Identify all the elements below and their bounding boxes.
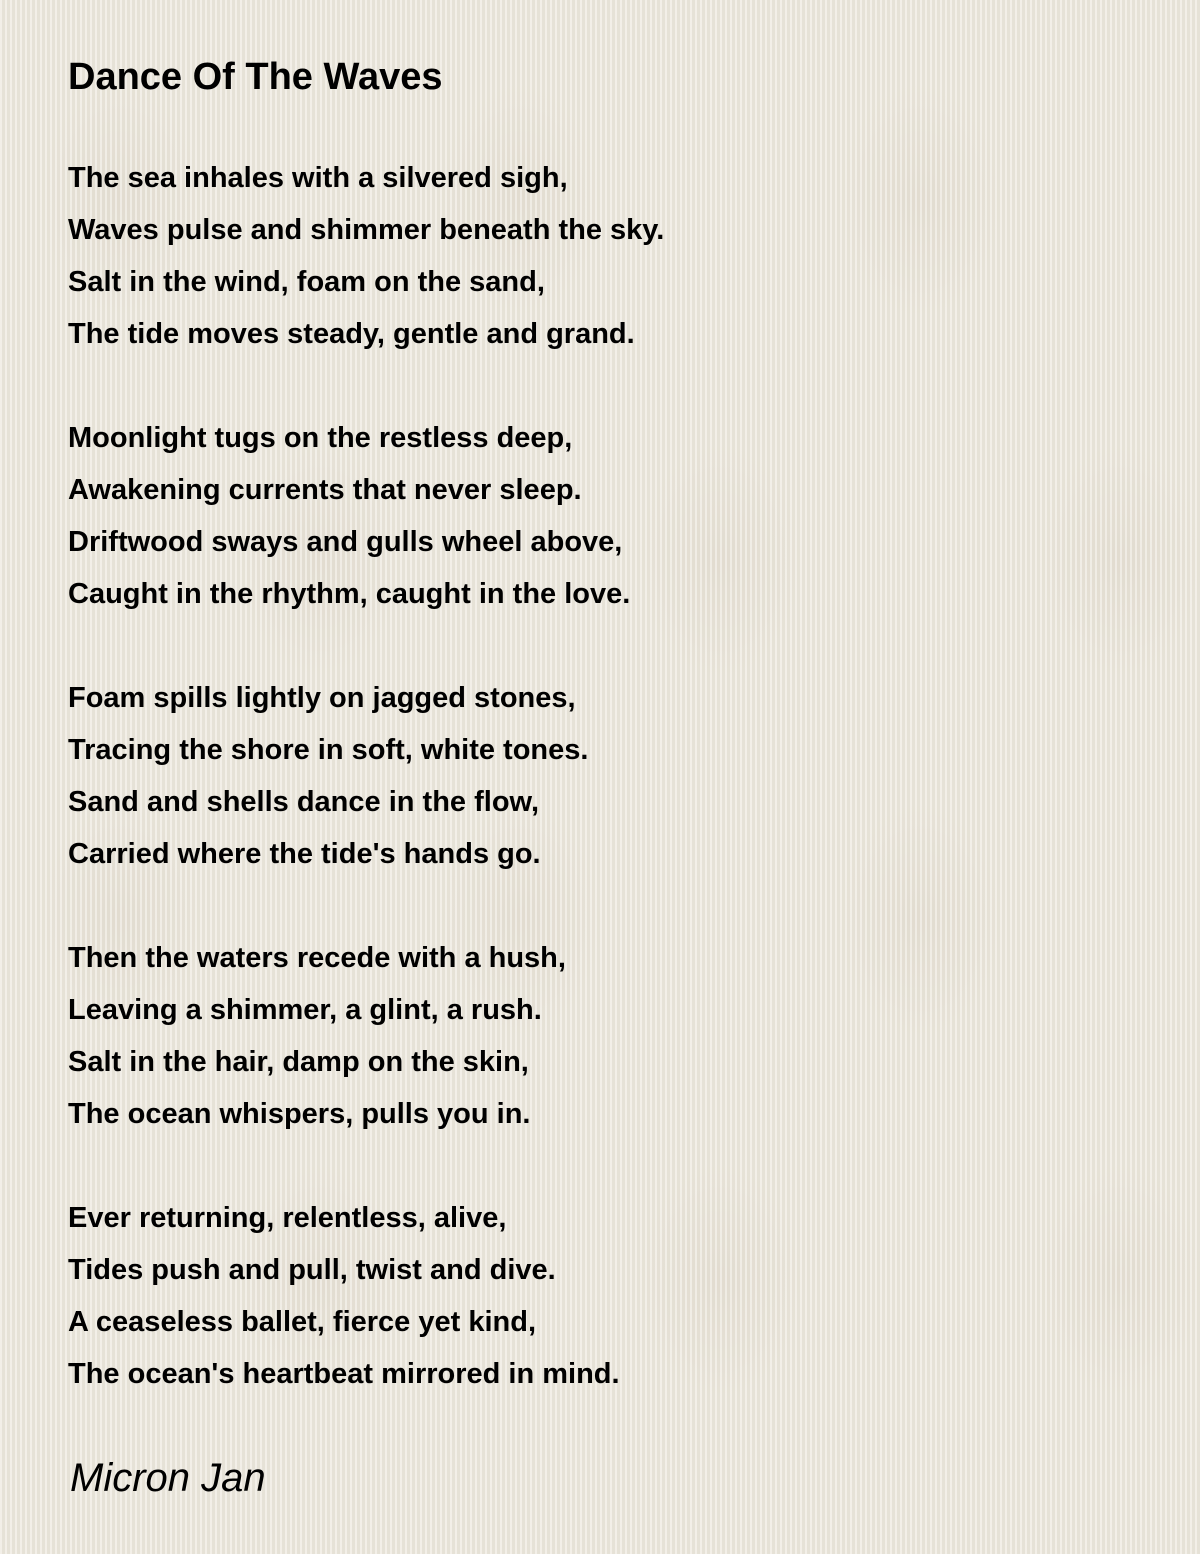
poem-line: Sand and shells dance in the flow, xyxy=(68,786,540,818)
stanza xyxy=(68,412,1148,620)
author-signature: Micron Jan xyxy=(70,1456,266,1500)
poem-line: Foam spills lightly on jagged stones, xyxy=(68,682,576,714)
stanza xyxy=(68,152,1148,360)
stanza xyxy=(68,932,1148,1140)
poem-line: Awakening currents that never sleep. xyxy=(68,474,582,506)
poem-title: Dance Of The Waves xyxy=(68,56,443,98)
poem-line: Caught in the rhythm, caught in the love. xyxy=(68,578,631,610)
poem-line: Tides push and pull, twist and dive. xyxy=(68,1254,556,1286)
poem-line: The ocean whispers, pulls you in. xyxy=(68,1098,531,1130)
poem-line: Salt in the wind, foam on the sand, xyxy=(68,266,545,298)
poem-line: Driftwood sways and gulls wheel above, xyxy=(68,526,623,558)
poem-line: Ever returning, relentless, alive, xyxy=(68,1202,507,1234)
poem-body xyxy=(68,152,1148,1452)
poem-line: Carried where the tide's hands go. xyxy=(68,838,541,870)
poem-line: Then the waters recede with a hush, xyxy=(68,942,566,974)
poem-line: The sea inhales with a silvered sigh, xyxy=(68,162,568,194)
poem-line: Leaving a shimmer, a glint, a rush. xyxy=(68,994,542,1026)
poem-line: The ocean's heartbeat mirrored in mind. xyxy=(68,1358,620,1390)
poem-line: Waves pulse and shimmer beneath the sky. xyxy=(68,214,665,246)
poem-line: Moonlight tugs on the restless deep, xyxy=(68,422,573,454)
poem-line: Tracing the shore in soft, white tones. xyxy=(68,734,589,766)
stanza xyxy=(68,672,1148,880)
stanza xyxy=(68,1192,1148,1400)
poem-line: Salt in the hair, damp on the skin, xyxy=(68,1046,529,1078)
poem-line: The tide moves steady, gentle and grand. xyxy=(68,318,635,350)
poem-line: A ceaseless ballet, fierce yet kind, xyxy=(68,1306,537,1338)
